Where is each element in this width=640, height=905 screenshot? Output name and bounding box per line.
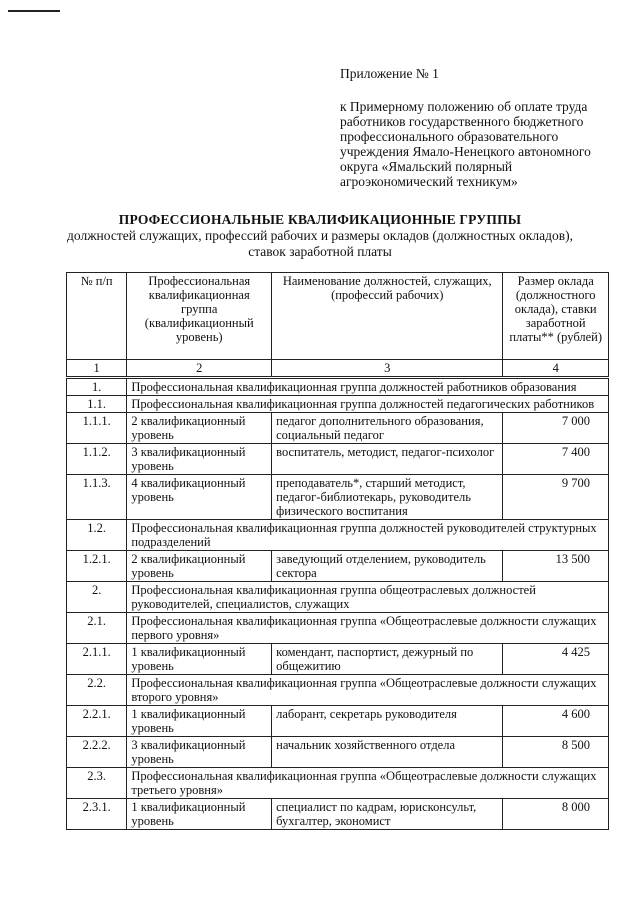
table-row [67,551,609,582]
row-number: 1.2.1. [67,551,127,582]
group-name: Профессиональная квалификационная группа «Общеотраслевые должности служащих первого уровня» [127,613,609,644]
document-subtitle: ставок заработной платы [248,244,392,259]
table-row [67,444,609,475]
group-row [67,675,609,706]
row-number: 2.1. [67,613,127,644]
document-subtitle: должностей служащих, профессий рабочих и размеры окладов (должностных окладов), [67,228,573,243]
position-names: педагог дополнительного образования, социальный педагог [272,413,503,444]
position-names: заведующий отделением, руководитель сектора [272,551,503,582]
salary-value: 8 000 [503,799,609,830]
group-name: Профессиональная квалификационная группа общеотраслевых должностей руководителей, специалистов, служащих [127,582,609,613]
salary-value: 7 400 [503,444,609,475]
group-name: Профессиональная квалификационная группа должностей руководителей структурных подразделений [127,520,609,551]
position-names: специалист по кадрам, юрисконсульт, бухгалтер, экономист [272,799,503,830]
qualification-level: 2 квалификационный уровень [127,413,272,444]
column-number-row [67,360,609,378]
header-salary: Размер оклада (должностного оклада), ставки заработной платы** (рублей) [503,273,609,360]
salary-value: 4 425 [503,644,609,675]
column-number: 2 [127,360,272,378]
group-name: Профессиональная квалификационная группа должностей работников образования [127,378,609,396]
row-number: 2. [67,582,127,613]
salary-value: 4 600 [503,706,609,737]
column-number: 4 [503,360,609,378]
appendix-line: учреждения Ямало-Ненецкого автономного [340,144,591,159]
qualification-level: 3 квалификационный уровень [127,444,272,475]
row-number: 1.1.3. [67,475,127,520]
row-number: 1.1.2. [67,444,127,475]
group-row [67,613,609,644]
group-row [67,582,609,613]
row-number: 2.3.1. [67,799,127,830]
column-number: 3 [272,360,503,378]
header-number: № п/п [67,273,127,360]
group-row [67,768,609,799]
position-names: воспитатель, методист, педагог-психолог [272,444,503,475]
appendix-line: к Примерному положению об оплате труда [340,99,588,114]
appendix-line: агроэкономический техникум» [340,174,518,189]
group-name: Профессиональная квалификационная группа «Общеотраслевые должности служащих второго уровня» [127,675,609,706]
appendix-line: профессионального образовательного [340,129,559,144]
group-name: Профессиональная квалификационная группа «Общеотраслевые должности служащих третьего уровня» [127,768,609,799]
group-name: Профессиональная квалификационная группа должностей педагогических работников [127,396,609,413]
table-row [67,475,609,520]
row-number: 2.3. [67,768,127,799]
qualification-table [66,272,609,830]
header-group: Профессиональная квалификационная группа (квалификационный уровень) [127,273,272,360]
qualification-level: 1 квалификационный уровень [127,799,272,830]
position-names: начальник хозяйственного отдела [272,737,503,768]
row-number: 2.2.2. [67,737,127,768]
row-number: 2.2. [67,675,127,706]
table-row [67,737,609,768]
table-row [67,799,609,830]
position-names: лаборант, секретарь руководителя [272,706,503,737]
table-row [67,413,609,444]
row-number: 1. [67,378,127,396]
appendix-line: округа «Ямальский полярный [340,159,513,174]
qualification-level: 1 квалификационный уровень [127,644,272,675]
row-number: 1.2. [67,520,127,551]
group-row [67,396,609,413]
group-row [67,520,609,551]
document-heading [0,212,640,260]
row-number: 2.1.1. [67,644,127,675]
appendix-title: Приложение № 1 [340,66,439,81]
position-names: преподаватель*, старший методист, педагог-библиотекарь, руководитель физического воспитания [272,475,503,520]
qualification-level: 4 квалификационный уровень [127,475,272,520]
salary-value: 13 500 [503,551,609,582]
position-names: комендант, паспортист, дежурный по общежитию [272,644,503,675]
row-number: 2.2.1. [67,706,127,737]
salary-value: 7 000 [503,413,609,444]
table-header-row [67,273,609,360]
appendix-note [340,66,591,189]
salary-value: 8 500 [503,737,609,768]
group-row [67,378,609,396]
table-row [67,644,609,675]
qualification-level: 1 квалификационный уровень [127,706,272,737]
row-number: 1.1. [67,396,127,413]
qualification-level: 3 квалификационный уровень [127,737,272,768]
table-body [67,378,609,830]
appendix-line: работников государственного бюджетного [340,114,584,129]
column-number: 1 [67,360,127,378]
table-row [67,706,609,737]
qualification-level: 2 квалификационный уровень [127,551,272,582]
row-number: 1.1.1. [67,413,127,444]
header-positions: Наименование должностей, служащих, (профессий рабочих) [272,273,503,360]
salary-value: 9 700 [503,475,609,520]
top-rule [8,10,60,12]
document-title: ПРОФЕССИОНАЛЬНЫЕ КВАЛИФИКАЦИОННЫЕ ГРУППЫ [118,212,522,227]
